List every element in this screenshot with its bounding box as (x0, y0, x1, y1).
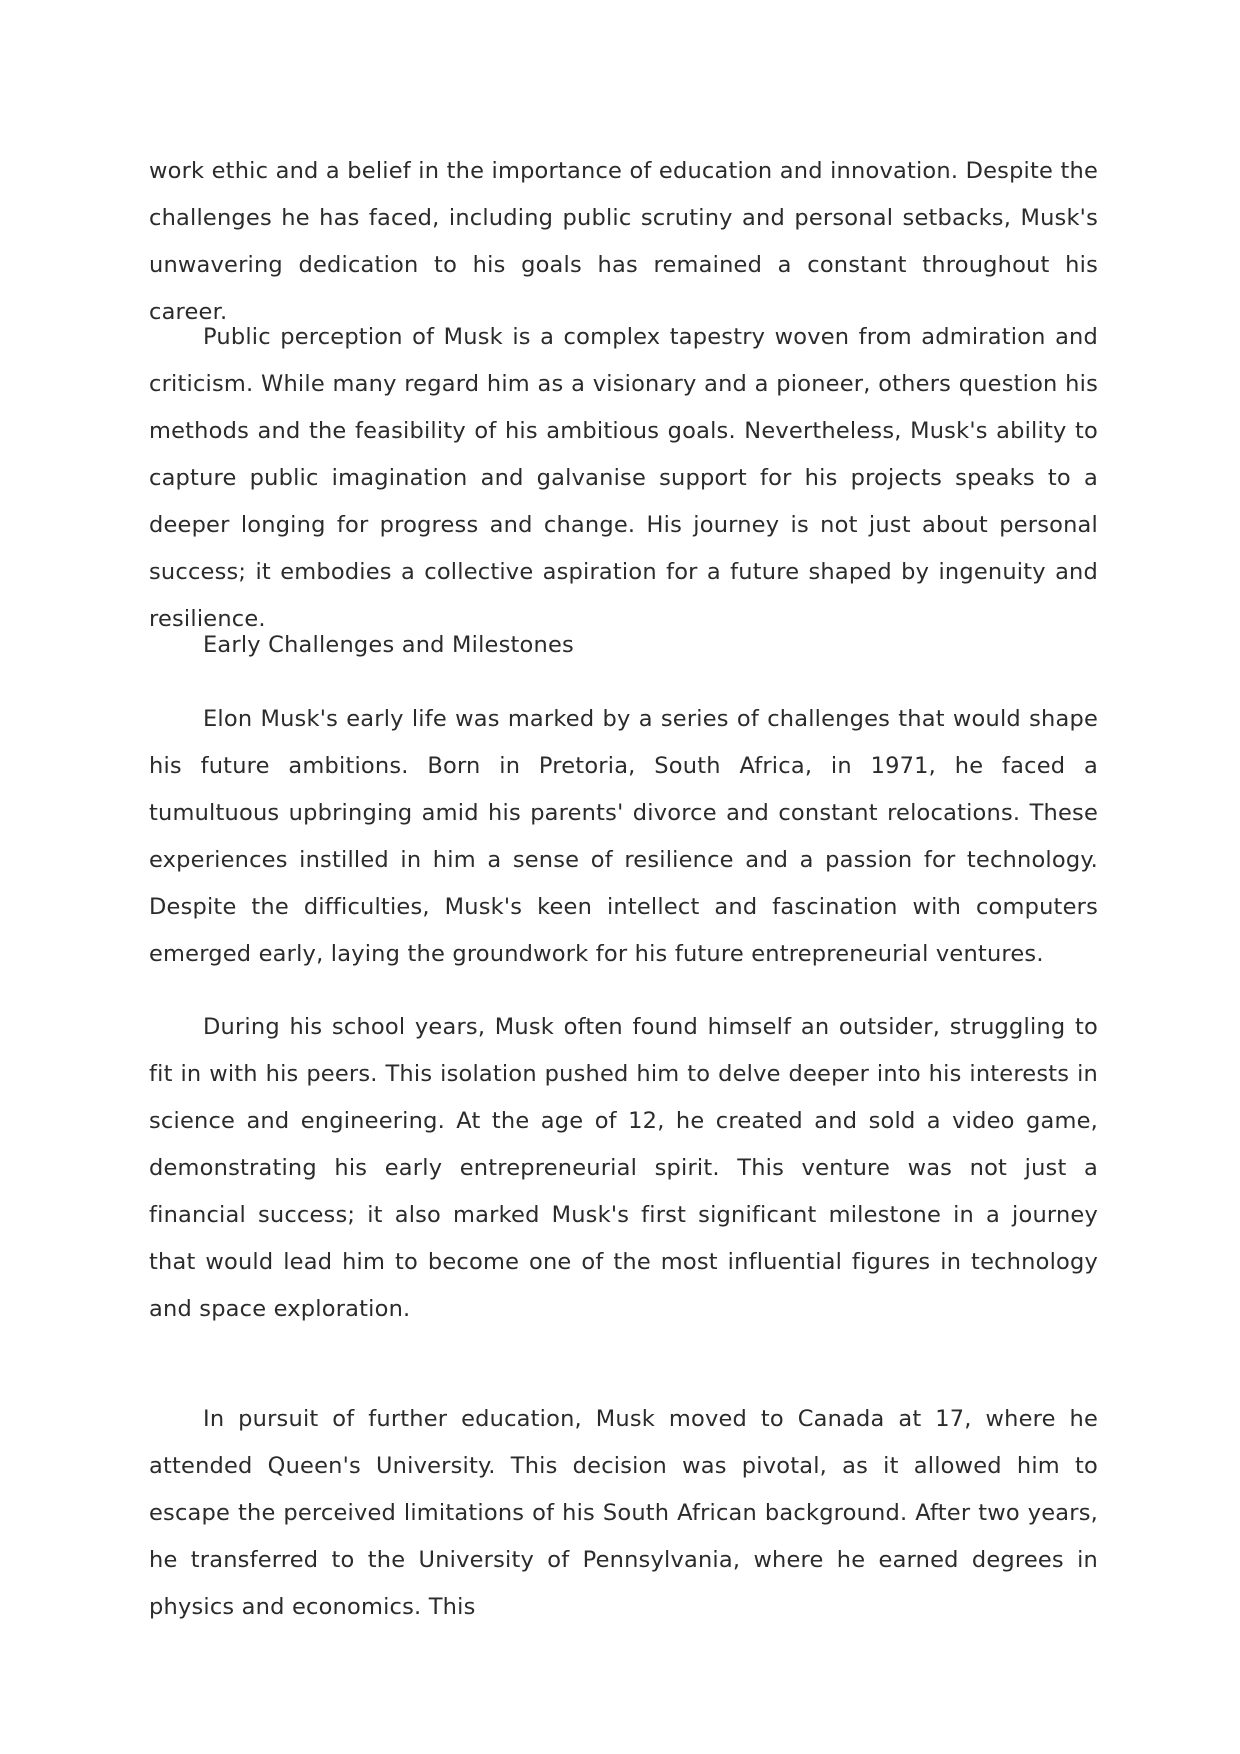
paragraph-text: During his school years, Musk often found himself an outsider, struggling to fit in with his peers. This isolation pushed him to delve deeper into his interests in science and engineering. At the age of 12, he created and sold a video game, demonstrating his early entrepreneurial spirit. This venture was not just a financial success; it also marked Musk's first significant milestone in a journey that would lead him to become one of the most influential figures in technology and space exploration. (149, 1014, 1098, 1322)
section-heading-text: Early Challenges and Milestones (203, 632, 574, 658)
paragraph-text: work ethic and a belief in the importance of education and innovation. Despite the challenges he has faced, including public scrutiny and personal setbacks, Musk's unwavering dedication to his goals has remained a constant throughout his career. (149, 158, 1098, 325)
paragraph-text: Elon Musk's early life was marked by a series of challenges that would shape his future ambitions. Born in Pretoria, South Africa, in 1971, he faced a tumultuous upbringing amid his parents' divorce and constant relocations. These experiences instilled in him a sense of resilience and a passion for technology. Despite the difficulties, Musk's keen intellect and fascination with computers emerged early, laying the groundwork for his future entrepreneurial ventures. (149, 706, 1098, 967)
paragraph-text: In pursuit of further education, Musk moved to Canada at 17, where he attended Queen's University. This decision was pivotal, as it allowed him to escape the perceived limitations of his South African background. After two years, he transferred to the University of Pennsylvania, where he earned degrees in physics and economics. This (149, 1406, 1098, 1620)
paragraph-education (149, 1396, 1098, 1631)
paragraph-early-life (149, 696, 1098, 978)
paragraph-continuation (149, 148, 1098, 336)
paragraph-text: Public perception of Musk is a complex tapestry woven from admiration and criticism. While many regard him as a visionary and a pioneer, others question his methods and the feasibility of his ambitious goals. Nevertheless, Musk's ability to capture public imagination and galvanise support for his projects speaks to a deeper longing for progress and change. His journey is not just about personal success; it embodies a collective aspiration for a future shaped by ingenuity and resilience. (149, 324, 1098, 632)
paragraph-public-perception (149, 314, 1098, 643)
paragraph-school-years (149, 1004, 1098, 1333)
section-heading (149, 622, 1098, 669)
